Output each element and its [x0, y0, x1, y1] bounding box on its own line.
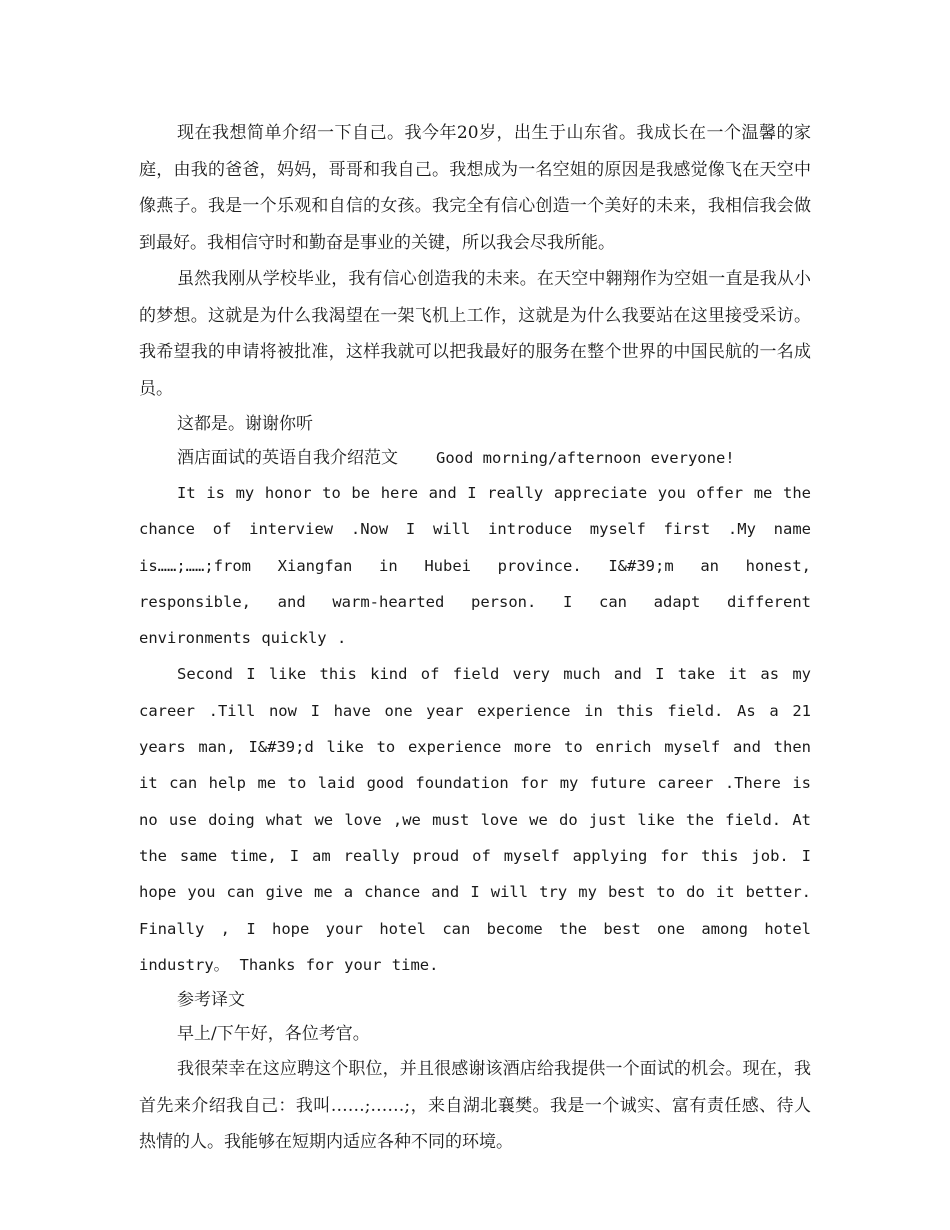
paragraph-translation-greeting: 早上/下午好，各位考官。 — [177, 1024, 370, 1045]
paragraph-hotel-heading — [139, 441, 811, 475]
hotel-heading-greeting: Good morning/afternoon everyone! — [436, 449, 735, 467]
paragraph-english-intro: It is my honor to be here and I really appreciate you offer me the chance of interview .Now I will introduce myself first .My name is……;……;from Xiangfan in Hubei province. I&#39;m an honest, responsible, and warm-hearted person. I can adapt different environments quickly . — [139, 484, 811, 648]
paragraph-dream: 虽然我刚从学校毕业，我有信心创造我的未来。在天空中翱翔作为空姐一直是我从小的梦想。这就是为什么我渴望在一架飞机上工作，这就是为什么我要站在这里接受采访。我希望我的申请将被批准，这样我就可以把我最好的服务在整个世界的中国民航的一名成员。 — [139, 269, 811, 399]
paragraph-english-career: Second I like this kind of field very much and I take it as my career .Till now I have one year experience in this field. As a 21 years man, I&#39;d like to experience more to enrich myself and then it can help me to laid good foundation for my future career .There is no use doing what we love ,we must love we do just like the field. At the same time, I am really proud of myself applying for this job. I hope you can give me a chance and I will try my best to do it better. Finally , I hope your hotel can become the best one among hotel industry。 Thanks for your time. — [139, 665, 811, 974]
hotel-heading-title: 酒店面试的英语自我介绍范文 — [177, 448, 398, 468]
paragraph-intro: 现在我想简单介绍一下自己。我今年20岁，出生于山东省。我成长在一个温馨的家庭，由我的爸爸，妈妈，哥哥和我自己。我想成为一名空姐的原因是我感觉像飞在天空中像燕子。我是一个乐观和自信的女孩。我完全有信心创造一个美好的未来，我相信我会做到最好。我相信守时和勤奋是事业的关键，所以我会尽我所能。 — [139, 123, 811, 253]
paragraph-translation-heading: 参考译文 — [177, 990, 245, 1011]
paragraph-thanks: 这都是。谢谢你听 — [177, 414, 313, 434]
paragraph-translation-intro: 我很荣幸在这应聘这个职位，并且很感谢该酒店给我提供一个面试的机会。现在，我首先来介绍我自己：我叫……;……;，来自湖北襄樊。我是一个诚实、富有责任感、待人热情的人。我能够在短期内适应各种不同的环境。 — [139, 1059, 811, 1153]
document-page — [139, 115, 811, 1161]
